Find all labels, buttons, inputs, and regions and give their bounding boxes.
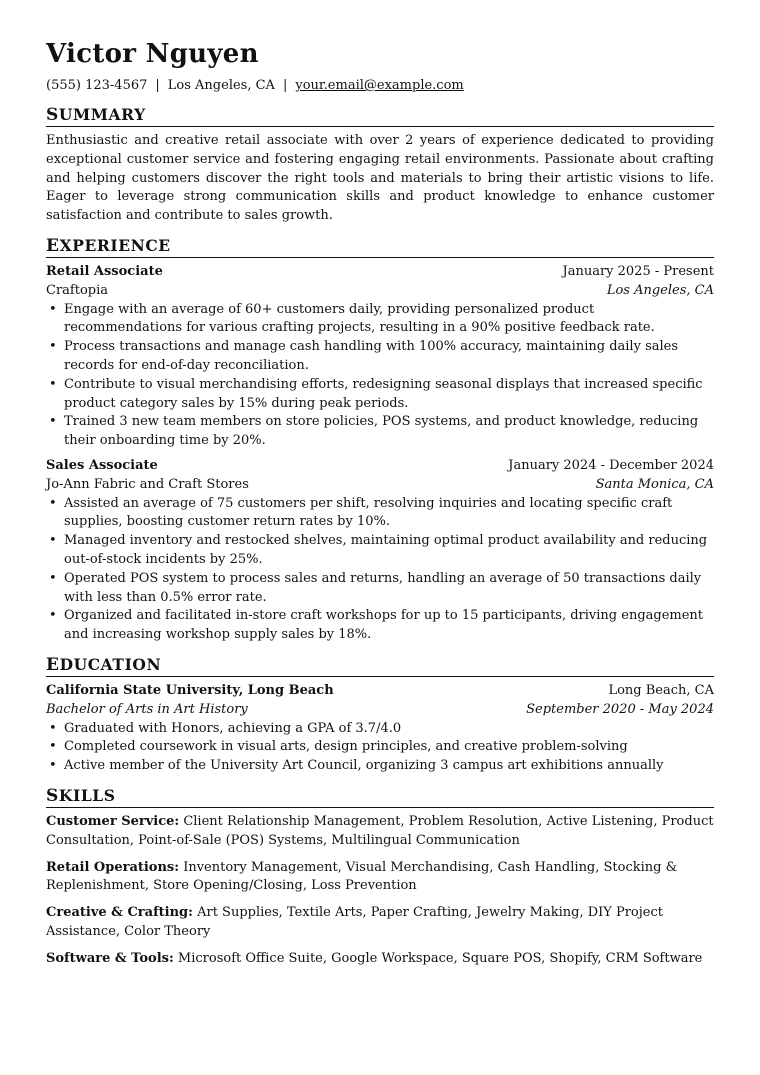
summary-text: Enthusiastic and creative retail associate with over 2 years of experience dedicated to providing exceptional customer service and fostering engaging retail environments. Passionate about crafting and helping customers discover the right tools and materials to bring their artistic visions to life. Eager to leverage strong communication skills and product knowledge to enhance customer satisfaction and contribute to sales growth. (46, 133, 714, 224)
section-heading-skills: SKILLS (46, 786, 714, 808)
resume-page (46, 38, 714, 976)
list-item: • Operated POS system to process sales and returns, handling an average of 50 transactions daily with less than 0.5% error rate. (64, 570, 714, 608)
education-dates: September 2020 - May 2024 (526, 701, 714, 717)
contact-separator: | (155, 78, 160, 93)
job-bullets (46, 495, 714, 645)
list-item: • Organized and facilitated in-store craft workshops for up to 15 participants, driving engagement and increasing workshop supply sales by 18%. (64, 607, 714, 645)
skill-list: Microsoft Office Suite, Google Workspace, Square POS, Shopify, CRM Software (177, 950, 703, 966)
skill-category: Software & Tools: (46, 950, 174, 966)
degree-name: Bachelor of Arts in Art History (46, 701, 248, 717)
experience-entry (46, 263, 714, 451)
list-item: • Assisted an average of 75 customers per shift, resolving inquiries and locating specific craft supplies, boosting customer return rates by 10%. (64, 495, 714, 533)
list-item: • Process transactions and manage cash handling with 100% accuracy, maintaining daily sales records for end-of-day reconciliation. (64, 338, 714, 376)
job-dates: January 2024 - December 2024 (508, 457, 714, 473)
education-entry (46, 682, 714, 776)
contact-line (46, 77, 714, 95)
list-item: • Trained 3 new team members on store policies, POS systems, and product knowledge, reducing their onboarding time by 20%. (64, 413, 714, 451)
list-item: • Completed coursework in visual arts, design principles, and creative problem-solving (64, 738, 714, 757)
experience-entry (46, 457, 714, 645)
skill-list: Art Supplies, Textile Arts, Paper Crafting, Jewelry Making, DIY Project Assistance, Color Theory (46, 905, 663, 939)
job-location: Santa Monica, CA (595, 476, 714, 492)
skill-list: Client Relationship Management, Problem Resolution, Active Listening, Product Consultation, Point-of-Sale (POS) Systems, Multilingual Communication (46, 813, 714, 848)
skill-list: Inventory Management, Visual Merchandising, Cash Handling, Stocking & Replenishment, Store Opening/Closing, Loss Prevention (46, 859, 678, 894)
school-location: Long Beach, CA (608, 682, 714, 698)
list-item: • Graduated with Honors, achieving a GPA of 3.7/4.0 (64, 720, 714, 739)
skill-category: Creative & Crafting: (46, 905, 193, 921)
skill-group (46, 859, 714, 897)
contact-separator: | (282, 78, 288, 93)
job-title: Sales Associate (46, 457, 158, 473)
list-item: • Engage with an average of 60+ customers daily, providing personalized product recommendations for various crafting projects, resulting in a 90% positive feedback rate. (64, 301, 714, 339)
skill-category: Customer Service: (46, 813, 180, 829)
skill-group (46, 904, 714, 942)
email-link[interactable]: your.email@example.com (295, 78, 464, 93)
company-name: Jo-Ann Fabric and Craft Stores (46, 476, 249, 492)
section-heading-experience: EXPERIENCE (46, 236, 714, 258)
school-name: California State University, Long Beach (46, 682, 334, 698)
section-heading-education: EDUCATION (46, 655, 714, 677)
list-item: • Contribute to visual merchandising efforts, redesigning seasonal displays that increased specific product category sales by 15% during peak periods. (64, 376, 714, 414)
skill-category: Retail Operations: (46, 859, 180, 875)
job-location: Los Angeles, CA (606, 282, 714, 298)
section-heading-summary: SUMMARY (46, 105, 714, 127)
job-title: Retail Associate (46, 263, 163, 279)
candidate-name: Victor Nguyen (46, 39, 259, 69)
education-bullets (46, 720, 714, 776)
phone-number: (555) 123-4567 (46, 78, 148, 93)
skill-group (46, 813, 714, 851)
contact-location: Los Angeles, CA (167, 78, 275, 93)
skill-group (46, 950, 714, 969)
job-dates: January 2025 - Present (562, 263, 714, 279)
list-item: • Active member of the University Art Council, organizing 3 campus art exhibitions annually (64, 757, 714, 776)
company-name: Craftopia (46, 282, 109, 298)
list-item: • Managed inventory and restocked shelves, maintaining optimal product availability and reducing out-of-stock incidents by 25%. (64, 532, 714, 570)
job-bullets (46, 301, 714, 451)
